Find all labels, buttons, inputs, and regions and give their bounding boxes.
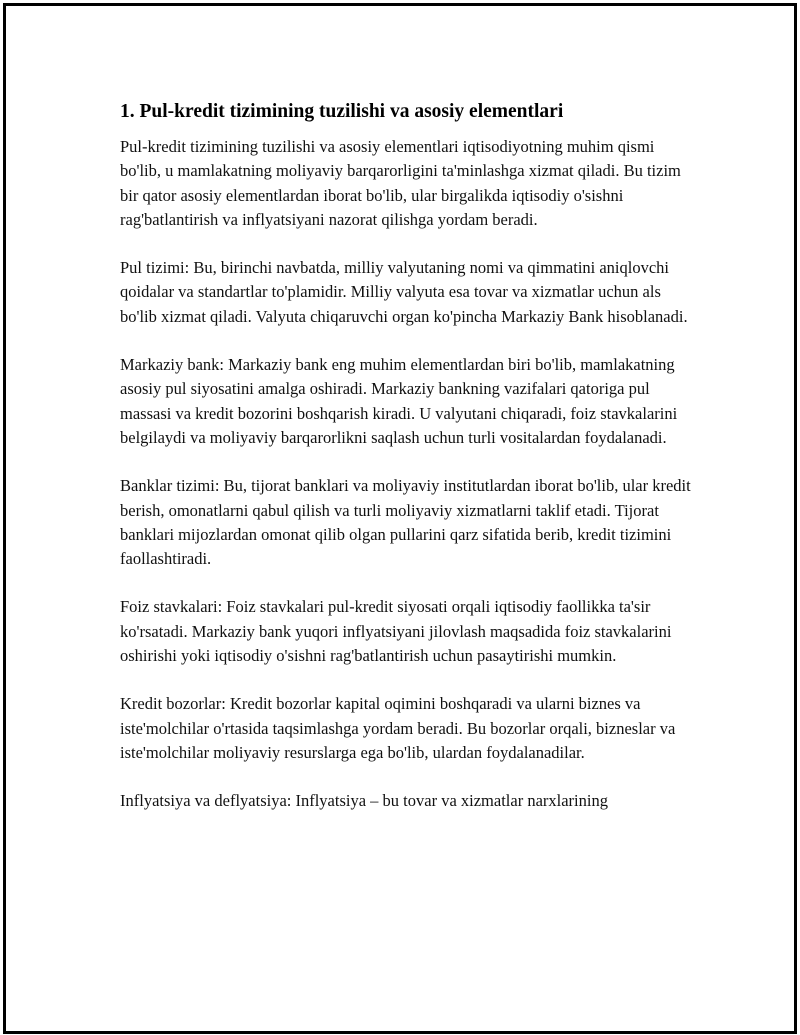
paragraph-banklar-tizimi: Banklar tizimi: Bu, tijorat banklari va moliyaviy institutlardan iborat bo'lib, ular kredit berish, omonatlarni qabul qilish va turli moliyaviy xizmatlarni taklif etadi. Tijorat banklari mijozlardan omonat qilib olgan pullarini qarz sifatida berib, kredit tizimini faollashtiradi.: [120, 476, 691, 569]
document-body: [120, 98, 695, 838]
section-heading: 1. Pul-kredit tizimining tuzilishi va asosiy elementlari: [120, 101, 564, 122]
paragraph-intro: Pul-kredit tizimining tuzilishi va asosiy elementlari iqtisodiyotning muhim qismi bo'lib, u mamlakatning moliyaviy barqarorligini ta'minlashga xizmat qiladi. Bu tizim bir qator asosiy elementlardan iborat bo'lib, ular birgalikda iqtisodiy o'sishni rag'batlantirish va inflyatsiyani nazorat qilishga yordam beradi.: [120, 137, 681, 229]
page-frame: [3, 3, 797, 1034]
paragraph-foiz-stavkalari: Foiz stavkalari: Foiz stavkalari pul-kredit siyosati orqali iqtisodiy faollikka ta'sir ko'rsatadi. Markaziy bank yuqori inflyatsiyani jilovlash maqsadida foiz stavkalarini oshirishi yoki iqtisodiy o'sishni rag'batlantirish uchun pasaytirishi mumkin.: [120, 597, 672, 666]
paragraph-kredit-bozorlar: Kredit bozorlar: Kredit bozorlar kapital oqimini boshqaradi va ularni biznes va iste'molchilar o'rtasida taqsimlashga yordam beradi. Bu bozorlar orqali, bizneslar va iste'molchilar moliyaviy resurslarga ega bo'lib, ulardan foydalanadilar.: [120, 694, 676, 762]
paragraph-inflyatsiya: Inflyatsiya va deflyatsiya: Inflyatsiya – bu tovar va xizmatlar narxlarining: [120, 791, 608, 811]
paragraph-markaziy-bank: Markaziy bank: Markaziy bank eng muhim elementlardan biri bo'lib, mamlakatning asosiy pul siyosatini amalga oshiradi. Markaziy bankning vazifalari qatoriga pul massasi va kredit bozorini boshqarish kiradi. U valyutani chiqaradi, foiz stavkalarini belgilaydi va moliyaviy barqarorlikni saqlash uchun turli vositalardan foydalanadi.: [120, 355, 678, 447]
paragraph-pul-tizimi: Pul tizimi: Bu, birinchi navbatda, milliy valyutaning nomi va qimmatini aniqlovchi qoidalar va standartlar to'plamidir. Milliy valyuta esa tovar va xizmatlar uchun als bo'lib xizmat qiladi. Valyuta chiqaruvchi organ ko'pincha Markaziy Bank hisoblanadi.: [120, 258, 688, 326]
